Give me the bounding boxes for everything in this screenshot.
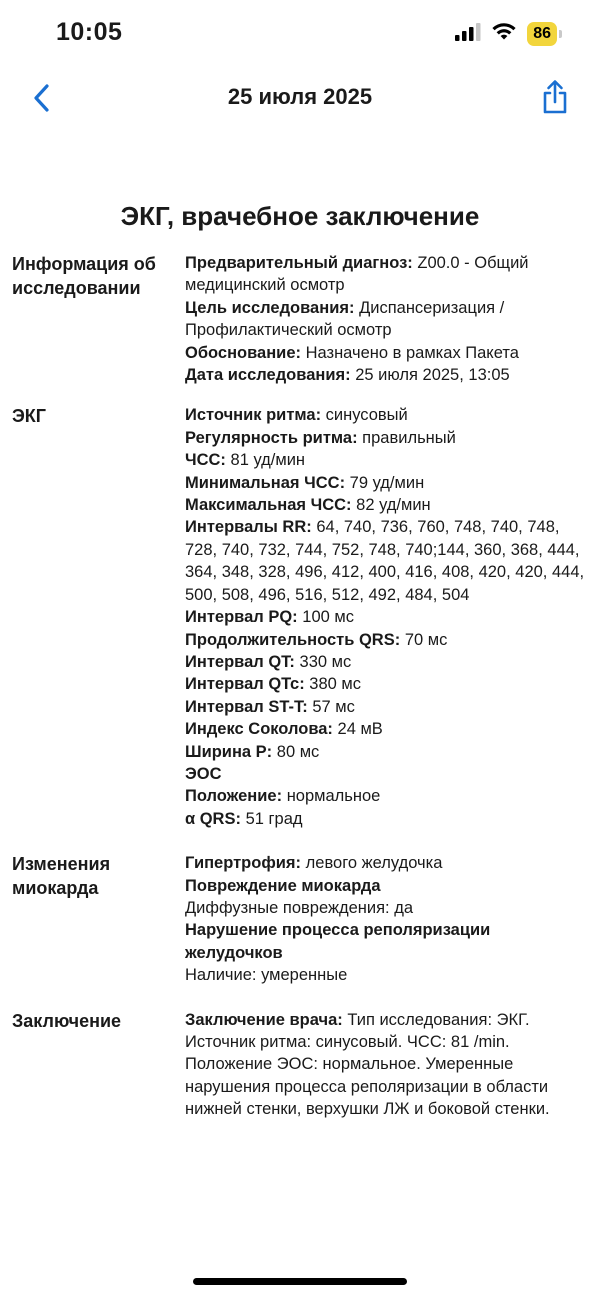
field-value: 25 июля 2025, 13:05 [355,366,510,385]
field-row [185,808,588,830]
field-label: Дата исследования: [185,366,351,385]
field-row [185,673,588,695]
field-row [185,785,588,807]
field-row [185,297,588,342]
field-row [185,364,588,386]
field-value: Назначено в рамках Пакета [305,343,519,362]
field-value: 70 мс [404,630,448,649]
field-label: ЧСС: [185,451,226,470]
field-label: Гипертрофия: [185,854,302,873]
field-label: Регулярность ритма: [185,428,358,447]
field-label: Продолжительность QRS: [185,630,401,649]
field-row [185,606,588,628]
field-row [185,696,588,718]
field-row [185,1009,588,1121]
field-value: 330 мс [299,652,352,671]
field-label: α QRS: [185,809,241,828]
field-row [185,342,588,364]
field-value: 64, 740, 736, 760, 748, 740, 748, 728, 740, 732, 744, 752, 748, 740;144, 360, 368, 444, 364, 348, 328, 496, 412, 400, 416, 408, 420, 420, 444, 500, 508, 496, 516, 512, 492, 484, 504 [185,518,585,604]
share-icon [540,103,570,120]
field-label: Интервал ST-T: [185,697,308,716]
section-info [12,252,588,386]
field-row [185,252,588,297]
nav-title: 25 июля 2025 [227,84,373,109]
field-label: Интервал QT: [185,652,295,671]
section-body [185,852,588,986]
section-label: Информация об исследовании [12,254,156,298]
field-label: Цель исследования: [185,298,355,317]
field-row [185,516,588,606]
section-body [185,404,588,830]
field-row [185,629,588,651]
section-label: ЭКГ [12,406,46,427]
field-label: Нарушение процесса реполяризации желудочков [185,921,491,962]
field-row [185,964,588,986]
field-label: Ширина P: [185,742,273,761]
field-value: 81 уд/мин [230,451,306,470]
battery-indicator: 86 [527,22,557,46]
field-value: 51 град [245,809,303,828]
field-label: Обоснование: [185,343,301,362]
section-conclusion [12,1009,588,1121]
field-label: Источник ритма: [185,406,322,425]
field-label: Интервал QTc: [185,675,305,694]
field-value: левого желудочка [305,854,443,873]
field-row [185,718,588,740]
field-label: Индекс Соколова: [185,720,333,739]
report-sections [12,252,588,1139]
field-value: Диффузные повреждения: да [185,898,414,917]
field-label: Минимальная ЧСС: [185,473,346,492]
share-button[interactable] [540,78,570,116]
cellular-signal-icon [455,23,481,46]
field-value: 82 уд/мин [356,496,431,515]
field-value: 24 мВ [337,720,383,739]
section-body [185,1009,588,1121]
section-ecg [12,404,588,830]
field-value: Z00.0 - Общий медицинский осмотр [185,254,529,295]
field-label: Предварительный диагноз: [185,254,413,272]
section-label: Заключение [12,1010,122,1031]
document-title: ЭКГ, врачебное заключение [120,201,480,231]
section-label: Изменения миокарда [12,854,111,899]
nav-bar [0,70,600,126]
field-label: Заключение врача: [185,1010,343,1029]
field-value: Диспансеризация / Профилактический осмотр [185,298,505,340]
field-label: Положение: [185,787,283,806]
field-label: Максимальная ЧСС: [185,496,352,515]
field-label: Повреждение миокарда [185,876,381,895]
field-row [185,919,588,964]
field-value: Наличие: умеренные [185,966,348,985]
status-time: 10:05 [56,18,123,46]
field-row [185,852,588,874]
field-value: нормальное [286,787,381,806]
field-value: 100 мс [302,608,354,627]
battery-cap-icon [559,30,562,38]
field-row [185,763,588,785]
field-row [185,494,588,516]
status-bar [0,0,600,70]
field-value: 79 уд/мин [349,473,425,492]
field-label: Интервалы RR: [185,518,312,537]
home-indicator [193,1278,407,1285]
field-value: правильный [362,428,456,447]
field-value: 80 мс [276,742,320,761]
section-myocardium [12,852,588,986]
status-icons [455,22,562,46]
field-row [185,875,588,897]
field-value: Тип исследования: ЭКГ. Источник ритма: синусовый. ЧСС: 81 /min. Положение ЭОС: нормальное. Умеренные нарушения процесса реполяризации в области нижней стенки, верхушки ЛЖ и боковой стенки. [185,1010,550,1119]
field-value: 380 мс [309,675,362,694]
wifi-icon [491,22,517,46]
field-value: синусовый [325,406,408,425]
field-value: 57 мс [312,697,355,716]
field-row [185,741,588,763]
field-row [185,651,588,673]
field-label: ЭОС [185,764,222,783]
field-row [185,897,588,919]
field-row [185,427,588,449]
field-row [185,404,588,426]
section-body [185,252,588,386]
field-row [185,472,588,494]
field-row [185,449,588,471]
field-label: Интервал PQ: [185,608,298,627]
